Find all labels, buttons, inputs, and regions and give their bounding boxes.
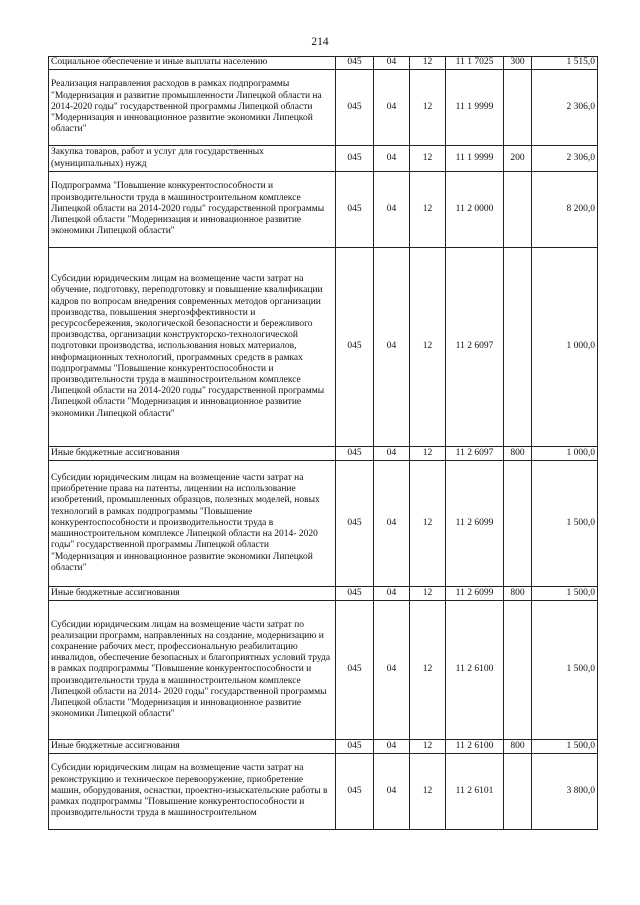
row-ministry-code: 045: [336, 740, 374, 754]
row-name: Подпрограмма "Повышение конкурентоспособности и производительности труда в машиностроительном комплексе Липецкой области на 2014-2020 годы" государственной программы Липецкой области "Модернизация и инновационное развитие экономики Липецкой области": [49, 172, 336, 248]
row-target-article: 11 2 6101: [446, 754, 504, 830]
row-name: Социальное обеспечение и иные выплаты населению: [49, 57, 336, 70]
row-subsection-code: 12: [410, 754, 446, 830]
row-sum: 1 500,0: [532, 740, 598, 754]
row-target-article: 11 2 6099: [446, 461, 504, 587]
row-target-article: 11 1 7025: [446, 57, 504, 70]
row-subsection-code: 12: [410, 740, 446, 754]
table-row: [49, 587, 598, 601]
row-section-code: 04: [374, 248, 410, 447]
table-row: [49, 447, 598, 461]
row-ministry-code: 045: [336, 57, 374, 70]
row-ministry-code: 045: [336, 70, 374, 146]
table-row: [49, 461, 598, 587]
row-subsection-code: 12: [410, 172, 446, 248]
row-expense-type: [504, 70, 532, 146]
row-ministry-code: 045: [336, 461, 374, 587]
row-subsection-code: 12: [410, 57, 446, 70]
row-target-article: 11 2 6097: [446, 248, 504, 447]
row-expense-type: 300: [504, 57, 532, 70]
row-name: Субсидии юридическим лицам на возмещение части затрат по реализации программ, направленных на создание, модернизацию и сохранение рабочих мест, профессиональную реабилитацию инвалидов, обеспечение безопасных и благоприятных условий труда в рамках подпрограммы "Повышение конкурентоспособности и производительности труда в машиностроительном комплексе Липецкой области на 2014- 2020 годы" государственной программы Липецкой области "Модернизация и инновационное развитие экономики Липецкой области": [49, 601, 336, 740]
row-sum: 1 500,0: [532, 601, 598, 740]
row-sum: 2 306,0: [532, 146, 598, 172]
row-ministry-code: 045: [336, 587, 374, 601]
row-target-article: 11 2 6100: [446, 601, 504, 740]
row-name: Субсидии юридическим лицам на возмещение части затрат на приобретение права на патенты, лицензии на использование изобретений, промышленных образцов, полезных моделей, новых технологий в рамках подпрограммы "Повышение конкурентоспособности и производительности труда в машиностроительном комплексе Липецкой области на 2014- 2020 годы" государственной программы Липецкой области "Модернизация и инновационное развитие экономики Липецкой области": [49, 461, 336, 587]
row-target-article: 11 2 6099: [446, 587, 504, 601]
row-name: Субсидии юридическим лицам на возмещение части затрат на реконструкцию и техническое перевооружение, приобретение машин, оборудования, оснастки, проектно-изыскательские работы в рамках подпрограммы "Повышение конкурентоспособности и производительности труда в машиностроительном: [49, 754, 336, 830]
table-row: [49, 248, 598, 447]
row-ministry-code: 045: [336, 754, 374, 830]
row-sum: 1 515,0: [532, 57, 598, 70]
row-sum: 1 000,0: [532, 248, 598, 447]
row-subsection-code: 12: [410, 70, 446, 146]
row-target-article: 11 2 6100: [446, 740, 504, 754]
row-section-code: 04: [374, 447, 410, 461]
row-name: Субсидии юридическим лицам на возмещение части затрат на обучение, подготовку, переподготовку и повышение квалификации кадров по вопросам внедрения современных методов организации производства, повышения энергоэффективности и ресурсосбережения, экологической безопасности и бережливого производства, организации конструкторско-технологической подготовки производства, использования новых материалов, информационных технологий, программных средств в рамках подпрограммы "Повышение конкурентоспособности и производительности труда в машиностроительном комплексе Липецкой области на 2014-2020 годы" государственной программы Липецкой области "Модернизация и инновационное развитие экономики Липецкой области": [49, 248, 336, 447]
row-expense-type: [504, 248, 532, 447]
row-expense-type: [504, 601, 532, 740]
row-sum: 1 500,0: [532, 461, 598, 587]
row-section-code: 04: [374, 587, 410, 601]
table-row: [49, 601, 598, 740]
table-row: [49, 740, 598, 754]
row-section-code: 04: [374, 172, 410, 248]
row-target-article: 11 2 6097: [446, 447, 504, 461]
table-row: [49, 754, 598, 830]
budget-table-body: [49, 57, 598, 830]
row-subsection-code: 12: [410, 146, 446, 172]
row-expense-type: [504, 754, 532, 830]
row-section-code: 04: [374, 740, 410, 754]
row-expense-type: 200: [504, 146, 532, 172]
page-number: 214: [311, 36, 329, 48]
row-section-code: 04: [374, 601, 410, 740]
row-subsection-code: 12: [410, 601, 446, 740]
row-ministry-code: 045: [336, 248, 374, 447]
row-subsection-code: 12: [410, 248, 446, 447]
row-expense-type: [504, 461, 532, 587]
row-section-code: 04: [374, 146, 410, 172]
row-name: Реализация направления расходов в рамках подпрограммы "Модернизация и развитие промышленности Липецкой области на 2014-2020 годы" государственной программы Липецкой области "Модернизация и инновационное развитие экономики Липецкой области": [49, 70, 336, 146]
table-row: [49, 57, 598, 70]
row-sum: 8 200,0: [532, 172, 598, 248]
row-section-code: 04: [374, 70, 410, 146]
budget-table: [48, 56, 598, 830]
row-sum: 2 306,0: [532, 70, 598, 146]
row-subsection-code: 12: [410, 447, 446, 461]
row-expense-type: [504, 172, 532, 248]
row-ministry-code: 045: [336, 601, 374, 740]
row-section-code: 04: [374, 754, 410, 830]
row-ministry-code: 045: [336, 447, 374, 461]
row-target-article: 11 2 0000: [446, 172, 504, 248]
row-name: Иные бюджетные ассигнования: [49, 740, 336, 754]
table-row: [49, 70, 598, 146]
row-subsection-code: 12: [410, 587, 446, 601]
row-section-code: 04: [374, 461, 410, 587]
row-sum: 1 000,0: [532, 447, 598, 461]
row-name: Иные бюджетные ассигнования: [49, 447, 336, 461]
row-sum: 1 500,0: [532, 587, 598, 601]
row-expense-type: 800: [504, 447, 532, 461]
row-name: Иные бюджетные ассигнования: [49, 587, 336, 601]
row-ministry-code: 045: [336, 172, 374, 248]
row-ministry-code: 045: [336, 146, 374, 172]
row-section-code: 04: [374, 57, 410, 70]
row-expense-type: 800: [504, 740, 532, 754]
table-row: [49, 146, 598, 172]
row-target-article: 11 1 9999: [446, 146, 504, 172]
row-target-article: 11 1 9999: [446, 70, 504, 146]
table-row: [49, 172, 598, 248]
row-sum: 3 800,0: [532, 754, 598, 830]
row-subsection-code: 12: [410, 461, 446, 587]
row-name: Закупка товаров, работ и услуг для государственных (муниципальных) нужд: [49, 146, 336, 172]
row-expense-type: 800: [504, 587, 532, 601]
